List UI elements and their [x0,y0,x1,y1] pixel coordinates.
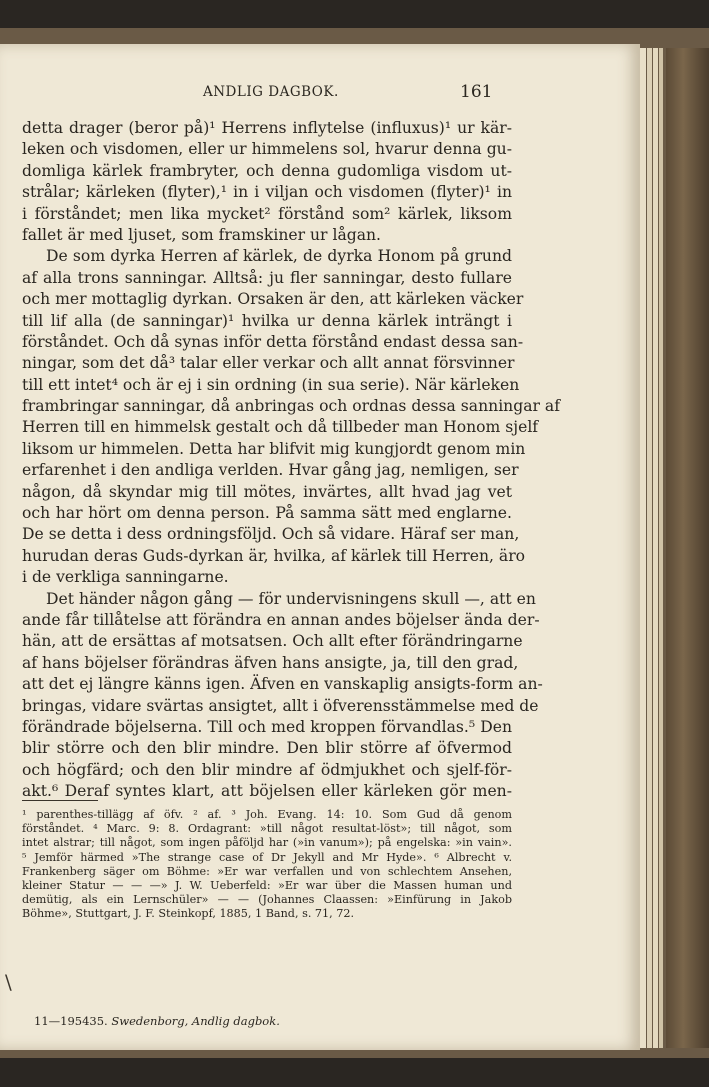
text-line: akt.⁶ Deraf syntes klart, att böjelsen eller kärleken gör men- [22,782,512,801]
footnote-line: ¹ parenthes-tillägg af öfv. ² af. ³ Joh. Evang. 14: 10. Som Gud då genom [22,808,512,821]
signature-title: Swedenborg, Andlig dagbok. [111,1014,280,1028]
text-line: i de verkliga sanningarne. [22,568,229,587]
text-line: Det händer någon gång — för undervisningens skull —, att en [46,589,536,608]
text-line: De se detta i dess ordningsföljd. Och så vidare. Häraf ser man, [22,525,520,544]
footnote-rule [22,800,98,801]
margin-mark: \ [5,970,12,994]
text-line: någon, då skyndar mig till mötes, invärtes, allt hvad jag vet [22,482,512,501]
footnote-line: Frankenberg säger om Böhme: »Er war verfallen und von schlechtem Ansehen, [22,864,512,878]
text-line: i förståndet; men lika mycket² förstånd som² kärlek, liksom [22,204,512,223]
text-line: af alla trons sanningar. Alltså: ju fler sanningar, desto fullare [22,268,512,287]
text-line: och mer mottaglig dyrkan. Orsaken är den, att kärleken väcker [22,290,524,309]
text-line: att det ej längre känns igen. Äfven en vanskaplig ansigts-form an- [22,675,543,694]
text-line: Herren till en himmelsk gestalt och då tillbeder man Honom sjelf [22,418,539,437]
page-edge [659,48,663,1048]
footnote-line: demütig, als ein Lernschüler» — — (Johannes Claassen: »Einfürung in Jakob [22,893,512,907]
text-line: leken och visdomen, eller ur himmelens sol, hvarur denna gu- [22,140,512,159]
text-line: domliga kärlek frambryter, och denna gudomliga visdom ut- [22,161,512,180]
page-edge [647,48,652,1048]
page-edge [640,48,646,1048]
text-line: bringas, vidare svärtas ansigtet, allt i öfverensstämmelse med de [22,696,539,715]
footnote-line: intet alstrar; till något, som ingen påföljd har (»in vanum»); på engelska: »in vain». [22,836,512,850]
text-line: hurudan deras Guds-dyrkan är, hvilka, af kärlek till Herren, äro [22,546,526,565]
text-line: och har hört om denna person. På samma sätt med englarne. [22,504,512,523]
text-line: till lif alla (de sanningar)¹ hvilka ur denna kärlek inträngt i [22,311,512,330]
text-line: fallet är med ljuset, som framskiner ur lågan. [22,225,382,244]
page-number: 161 [460,82,493,102]
text-line: blir större och den blir mindre. Den blir större af öfvermod [22,739,512,758]
text-line: ande får tillåtelse att förändra en annan andes böjelser ända der- [22,610,540,629]
footnotes [22,808,512,922]
page-edge [653,48,658,1048]
text-line: frambringar sanningar, då anbringas och ordnas dessa sanningar af [22,397,560,416]
running-title: ANDLIG DAGBOK. [203,84,339,100]
printer-signature [34,1014,280,1028]
text-line: hän, att de ersättas af motsatsen. Och allt efter förändringarne [22,632,523,651]
text-line: detta drager (beror på)¹ Herrens inflytelse (influxus)¹ ur kär- [22,119,512,137]
text-line: förståndet. Och då synas inför detta förstånd endast dessa san- [22,332,524,351]
text-line: förändrade böjelserna. Till och med kroppen förvandlas.⁵ Den [22,717,512,736]
text-line: De som dyrka Herren af kärlek, de dyrka Honom på grund [46,247,512,266]
book-cover-edge [666,48,709,1048]
text-line: af hans böjelser förändras äfven hans ansigte, ja, till den grad, [22,653,519,672]
footnote-line: förståndet. ⁴ Marc. 9: 8. Ordagrant: »till något resultat-löst»; till något, som [22,822,512,836]
text-line: och högfärd; och den blir mindre af ödmjukhet och sjelf-för- [22,760,512,779]
signature-number: 11—195435. [34,1014,108,1028]
text-line: till ett intet⁴ och är ej i sin ordning (in sua serie). När kärleken [22,375,520,394]
footnote-line: kleiner Statur — — —» J. W. Ueberfeld: »Er war über die Massen human und [22,878,512,892]
footnote-line: Böhme», Stuttgart, J. F. Steinkopf, 1885, 1 Band, s. 71, 72. [22,907,355,921]
footnote-line: ⁵ Jemför härmed »The strange case of Dr Jekyll and Mr Hyde». ⁶ Albrecht v. [22,850,512,864]
text-line: ningar, som det då³ talar eller verkar och allt annat försvinner [22,354,515,373]
text-line: strålar; kärleken (flyter),¹ in i viljan och visdomen (flyter)¹ in [22,183,512,202]
body-text [22,118,560,803]
text-line: erfarenhet i den andliga verlden. Hvar gång jag, nemligen, ser [22,461,519,480]
text-line: liksom ur himmelen. Detta har blifvit mig kungjordt genom min [22,439,526,458]
